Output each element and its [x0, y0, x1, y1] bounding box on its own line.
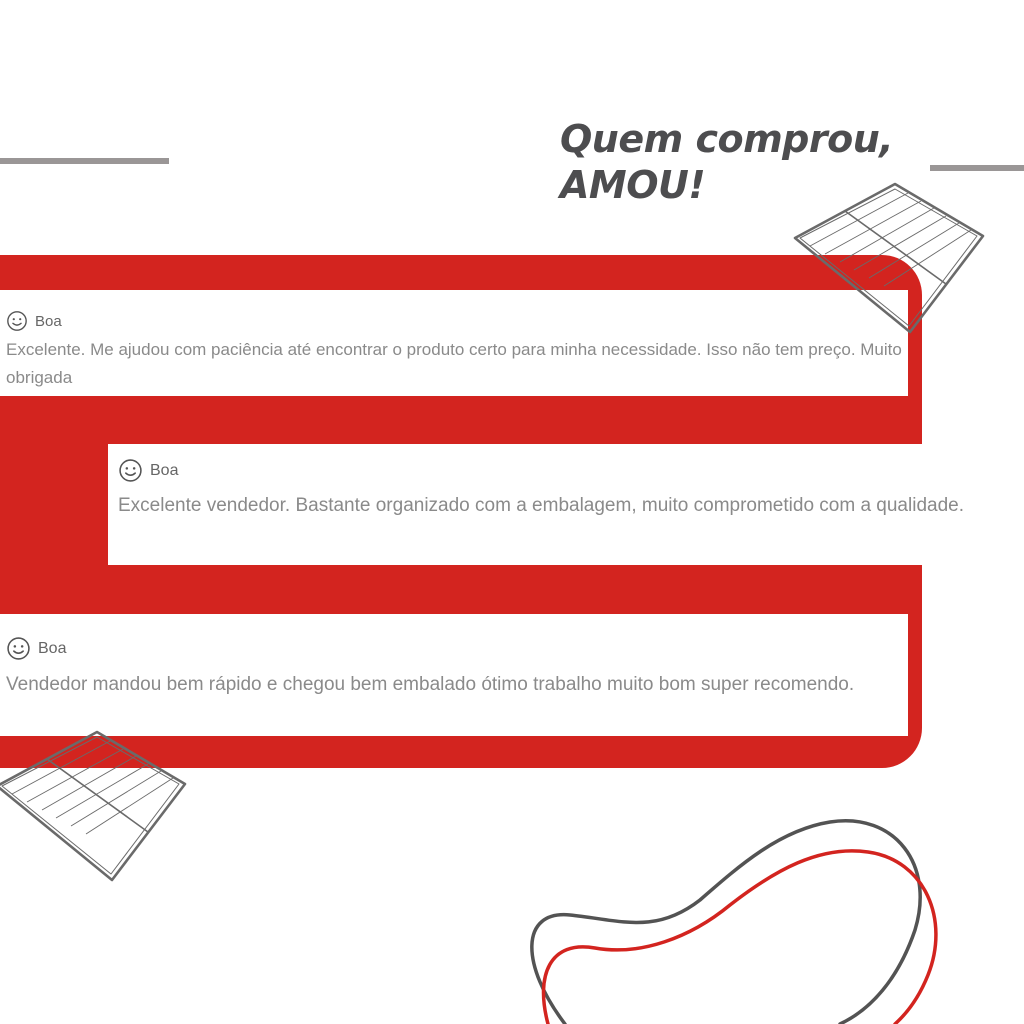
headline-line-2: AMOU!: [560, 163, 706, 207]
headline-line-1: Quem comprou,: [560, 117, 894, 161]
review-text: Vendedor mandou bem rápido e chegou bem embalado ótimo trabalho muito bom super recomendo.: [6, 674, 855, 695]
review-text: Excelente vendedor. Bastante organizado com a embalagem, muito comprometido com a qualidade.: [118, 495, 964, 516]
review-rating-label: Boa: [38, 639, 67, 657]
review-rating-label: Boa: [150, 461, 179, 479]
review-text: Excelente. Me ajudou com paciência até encontrar o produto certo para minha necessidade. Isso não tem preço. Muito obrigada: [6, 340, 902, 387]
review-rating-label: Boa: [35, 312, 62, 330]
